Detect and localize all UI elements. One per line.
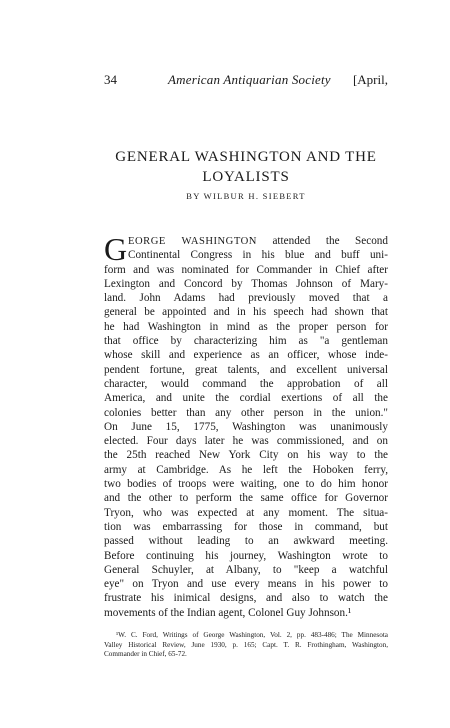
body-line: Lexington and Concord by Thomas Johnson of Mary- [104,277,388,290]
byline: BY WILBUR H. SIEBERT [186,191,306,201]
body-line: movements of the Indian agent, Colonel Guy Johnson.¹ [104,606,352,619]
body-line: he had Washington in mind as the proper person for [104,320,388,333]
body-line: Continental Congress in his blue and buff uni- [128,249,388,262]
footnote [104,631,388,660]
body-line: general be appointed and in his speech had shown that [104,306,388,319]
body-line: EORGE WASHINGTON attended the Second [128,235,388,247]
page-number: 34 [104,72,117,87]
body-line: form and was nominated for Commander in Chief after [104,263,388,276]
body-line: two bodies of troops were waiting, one to do him honor [104,478,388,491]
footnote-line: Valley Historical Review, June 1930, p. 165; Capt. T. R. Frothingham, Washington, [104,640,388,649]
body-line: Tryon, who was expected at any moment. The situa- [104,506,388,519]
body-line: land. John Adams had previously moved that a [104,292,388,305]
body-line: frustrate his inimical designs, and also to watch the [104,592,388,605]
body-line: the 25th reached New York City on his way to the [104,449,388,462]
article-title-line-2: LOYALISTS [202,169,290,185]
body-line: pendent fortune, great talents, and excellent universal [104,363,388,376]
body-line: America, and unite the cordial exertions of all the [104,392,388,405]
drop-cap: G [104,231,128,267]
body-line: Before continuing his journey, Washington wrote to [104,549,388,562]
body-line: tion was embarrassing for those in command, but [104,520,388,533]
footnote-line: Commander in Chief, 65-72. [104,650,187,659]
body-line: General Schuyler, at Albany, to "keep a watchful [104,563,388,576]
body-line: On June 15, 1775, Washington was unanimously [104,420,388,433]
article-body [104,231,388,620]
body-line: colonies better than any other person in the union." [104,406,388,419]
body-line: eye" on Tryon and use every means in his power to [104,578,388,591]
lead-words: EORGE WASHINGTON [128,236,257,247]
body-line: that office by characterizing him as "a gentleman [104,335,388,348]
footnote-line: ¹W. C. Ford, Writings of George Washington, Vol. 2, pp. 483-486; The Minnesota [116,631,388,639]
body-line: passed without leading to an awkward meeting. [104,535,388,548]
body-line: army at Cambridge. As he left the Hoboken ferry, [104,463,388,476]
running-header [104,72,388,90]
body-line: elected. Four days later he was commissioned, and on [104,435,388,448]
journal-title: American Antiquarian Society [168,72,331,87]
issue-date: [April, [352,72,388,87]
article-title-line-1: GENERAL WASHINGTON AND THE [115,149,377,165]
body-line: whose skill and experience as an officer, whose inde- [104,349,388,362]
article-title [104,147,388,187]
body-line: and the other to perform the same office for Governor [104,492,388,505]
body-line: character, would command the approbation of all [104,377,388,390]
